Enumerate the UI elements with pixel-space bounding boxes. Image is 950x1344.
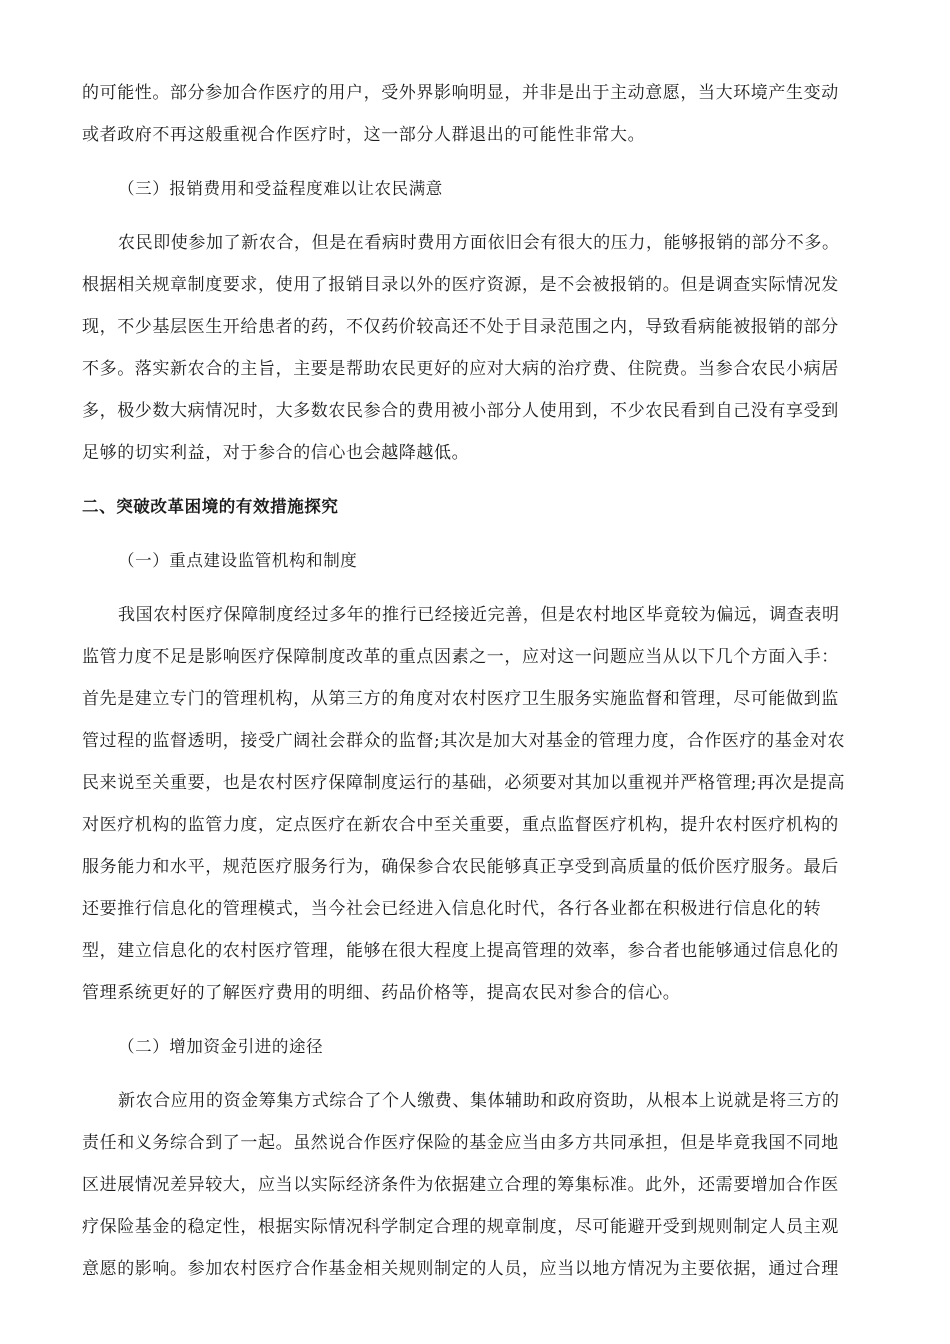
text-line: 疗保险基金的稳定性，根据实际情况科学制定合理的规章制度，尽可能避开受到规则制定人员主观 <box>82 1217 839 1237</box>
paragraph <box>82 594 872 1014</box>
text-line: 现，不少基层医生开给患者的药，不仅药价较高还不处于目录范围之内，导致看病能被报销的部分 <box>82 317 839 337</box>
section-heading: 二、突破改革困境的有效措施探究 <box>82 497 339 516</box>
paragraph-continuation <box>82 72 872 156</box>
text-line: 多，极少数大病情况时，大多数农民参合的费用被小部分人使用到，不少农民看到自己没有享受到 <box>82 401 839 421</box>
text-line: 管理系统更好的了解医疗费用的明细、药品价格等，提高农民对参合的信心。 <box>82 983 681 1003</box>
text-line: 责任和义务综合到了一起。虽然说合作医疗保险的基金应当由多方共同承担，但是毕竟我国不同地 <box>82 1133 839 1153</box>
subsection-heading: （三）报销费用和受益程度难以让农民满意 <box>118 179 443 198</box>
text-line: 农民即使参加了新农合，但是在看病时费用方面依旧会有很大的压力，能够报销的部分不多。 <box>118 233 840 253</box>
text-line: 不多。落实新农合的主旨，主要是帮助农民更好的应对大病的治疗费、住院费。当参合农民小病居 <box>82 359 839 379</box>
text-line: 还要推行信息化的管理模式，当今社会已经进入信息化时代，各行各业都在积极进行信息化的转 <box>82 899 822 919</box>
text-line: 的可能性。部分参加合作医疗的用户，受外界影响明显，并非是出于主动意愿，当大环境产生变动 <box>82 83 839 103</box>
text-line: 或者政府不再这般重视合作医疗时，这一部分人群退出的可能性非常大。 <box>82 125 646 145</box>
text-line: 新农合应用的资金筹集方式综合了个人缴费、集体辅助和政府资助，从根本上说就是将三方的 <box>118 1091 840 1111</box>
subsection-heading: （二）增加资金引进的途径 <box>118 1037 324 1056</box>
text-line: 管过程的监督透明，接受广阔社会群众的监督;其次是加大对基金的管理力度，合作医疗的基金对农 <box>82 731 846 751</box>
paragraph <box>82 1080 872 1290</box>
text-line: 民来说至关重要，也是农村医疗保障制度运行的基础，必须要对其加以重视并严格管理;再次是提高 <box>82 773 846 793</box>
document-page <box>82 72 872 1290</box>
text-line: 型，建立信息化的农村医疗管理，能够在很大程度上提高管理的效率，参合者也能够通过信息化的 <box>82 941 839 961</box>
text-line: 监管力度不足是影响医疗保障制度改革的重点因素之一，应对这一问题应当从以下几个方面入手： <box>82 647 839 667</box>
text-line: 根据相关规章制度要求，使用了报销目录以外的医疗资源，是不会被报销的。但是调查实际情况发 <box>82 275 839 295</box>
text-line: 足够的切实利益，对于参合的信心也会越降越低。 <box>82 443 470 463</box>
text-line: 服务能力和水平，规范医疗服务行为，确保参合农民能够真正享受到高质量的低价医疗服务。最后 <box>82 857 839 877</box>
subsection-heading: （一）重点建设监管机构和制度 <box>118 551 358 570</box>
text-line: 对医疗机构的监管力度，定点医疗在新农合中至关重要，重点监督医疗机构，提升农村医疗机构的 <box>82 815 839 835</box>
text-line: 首先是建立专门的管理机构，从第三方的角度对农村医疗卫生服务实施监督和管理，尽可能做到监 <box>82 689 839 709</box>
text-line: 区进展情况差异较大，应当以实际经济条件为依据建立合理的筹集标准。此外，还需要增加合作医 <box>82 1175 839 1195</box>
text-line: 我国农村医疗保障制度经过多年的推行已经接近完善，但是农村地区毕竟较为偏远，调查表明 <box>118 605 840 625</box>
text-line: 意愿的影响。参加农村医疗合作基金相关规则制定的人员，应当以地方情况为主要依据，通过合理 <box>82 1259 839 1279</box>
paragraph <box>82 222 872 474</box>
